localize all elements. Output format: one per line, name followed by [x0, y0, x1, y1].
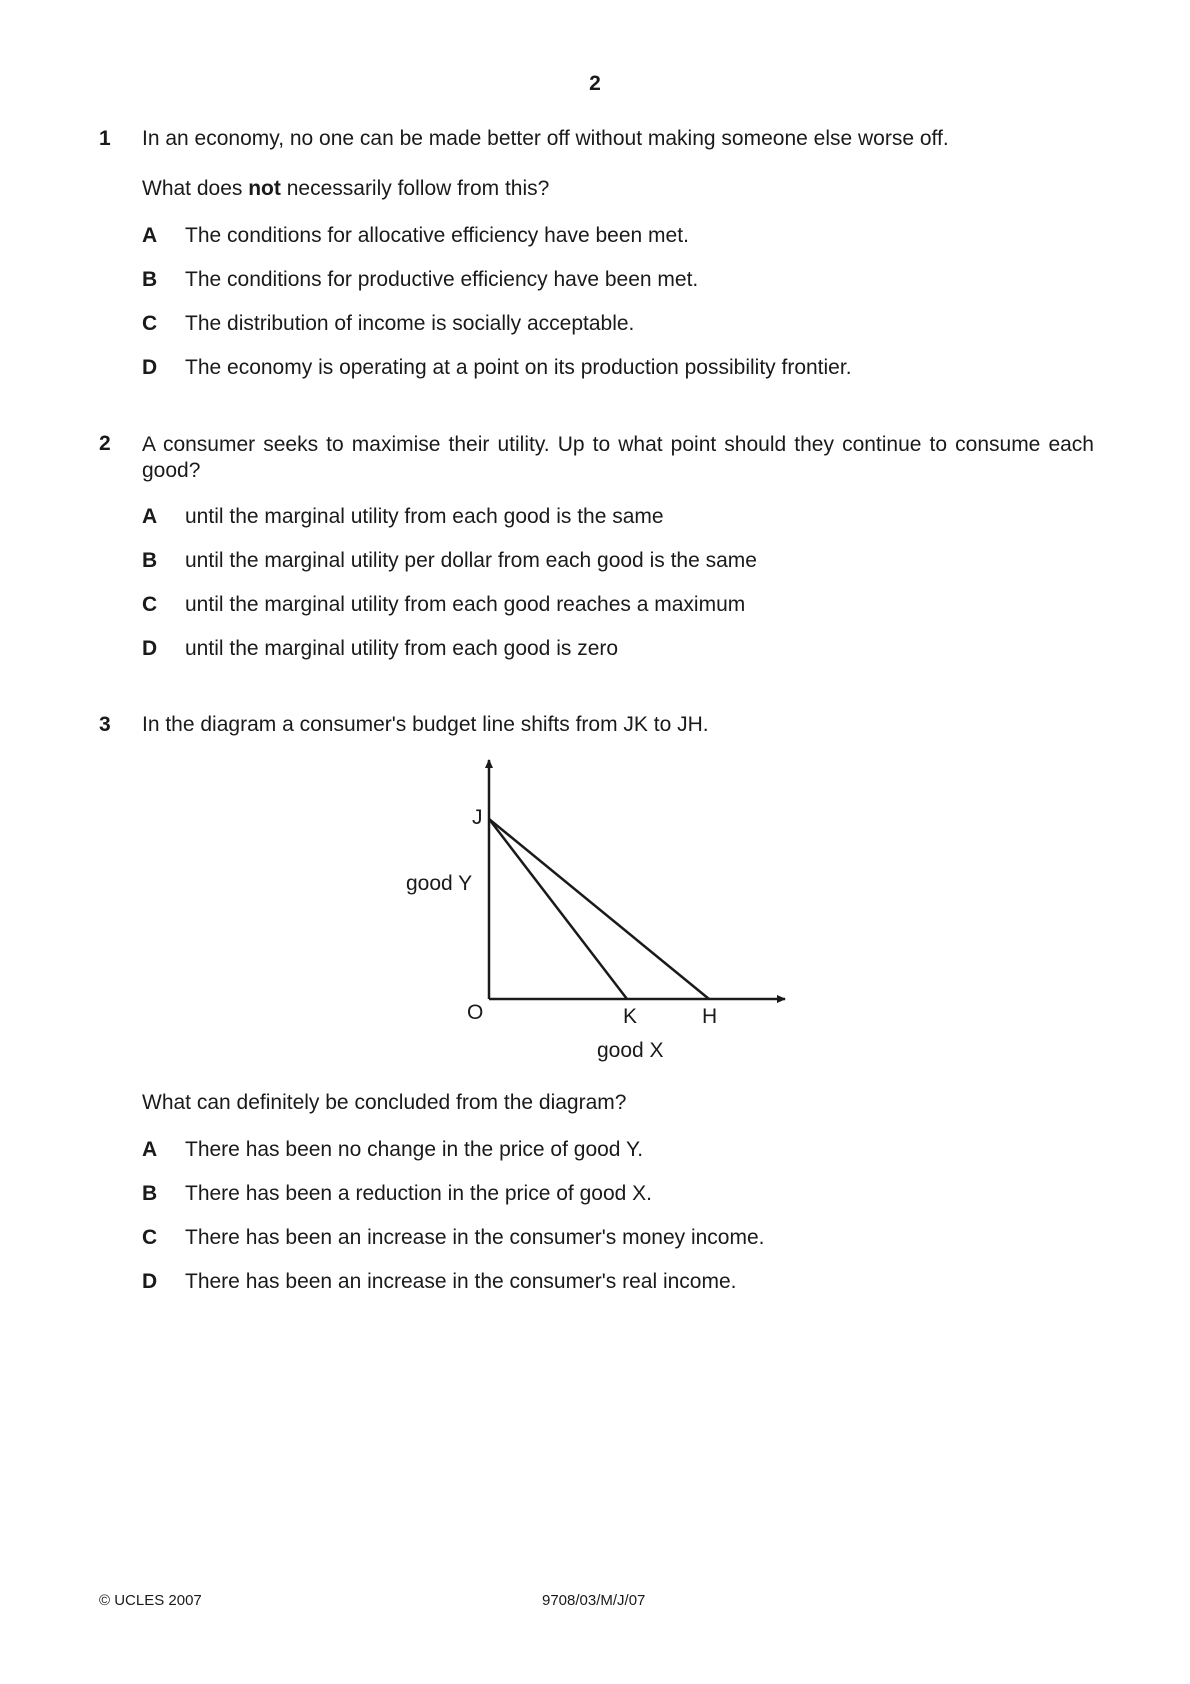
- option-text: The conditions for allocative efficiency have been met.: [185, 224, 689, 247]
- y-axis-label: good Y: [406, 872, 473, 895]
- option-text: The economy is operating at a point on its production possibility frontier.: [185, 356, 852, 379]
- x-axis-label: good X: [597, 1039, 664, 1062]
- question-stem: In an economy, no one can be made better off without making someone else worse off.: [142, 127, 949, 150]
- option-letter: C: [142, 593, 158, 616]
- budget-line-jk: [489, 819, 627, 999]
- option-letter: B: [142, 549, 158, 572]
- option-letter: A: [142, 224, 158, 247]
- footer-copyright: © UCLES 2007: [99, 1592, 202, 1609]
- prompt-text: What does: [142, 177, 249, 200]
- page-number: 2: [589, 72, 601, 95]
- option-letter: D: [142, 1270, 158, 1293]
- option-text: There has been a reduction in the price of good X.: [185, 1182, 652, 1205]
- option-text: until the marginal utility from each good is the same: [185, 505, 664, 528]
- option-letter: B: [142, 1182, 158, 1205]
- prompt-text: necessarily follow from this?: [280, 177, 550, 200]
- option-text: until the marginal utility from each good reaches a maximum: [185, 593, 746, 616]
- option-text: The conditions for productive efficiency have been met.: [185, 268, 699, 291]
- question-number: 3: [99, 713, 111, 736]
- option-text: There has been an increase in the consumer's money income.: [185, 1226, 765, 1249]
- question-stem: A consumer seeks to maximise their utility. Up to what point should they continue to consume each good?: [142, 433, 1094, 482]
- option-letter: D: [142, 637, 158, 660]
- point-h-label: H: [702, 1005, 718, 1028]
- option-text: There has been no change in the price of good Y.: [185, 1138, 644, 1161]
- point-j-label: J: [472, 806, 483, 829]
- option-letter: B: [142, 268, 158, 291]
- point-k-label: K: [623, 1005, 638, 1028]
- question-number: 1: [99, 127, 111, 150]
- question-prompt: What can definitely be concluded from the diagram?: [142, 1091, 627, 1114]
- option-letter: A: [142, 1138, 158, 1161]
- option-letter: A: [142, 505, 158, 528]
- option-text: There has been an increase in the consumer's real income.: [185, 1270, 737, 1293]
- option-letter: D: [142, 356, 158, 379]
- origin-label: O: [467, 1001, 484, 1024]
- prompt-emphasis: not: [248, 177, 281, 200]
- question-stem: In the diagram a consumer's budget line shifts from JK to JH.: [142, 713, 709, 736]
- option-text: until the marginal utility per dollar from each good is the same: [185, 549, 757, 572]
- budget-line-jh: [489, 819, 709, 999]
- footer-paper-code: 9708/03/M/J/07: [542, 1592, 646, 1609]
- question-number: 2: [99, 432, 111, 455]
- option-text: The distribution of income is socially acceptable.: [185, 312, 635, 335]
- option-letter: C: [142, 312, 158, 335]
- option-text: until the marginal utility from each good is zero: [185, 637, 619, 660]
- option-letter: C: [142, 1226, 158, 1249]
